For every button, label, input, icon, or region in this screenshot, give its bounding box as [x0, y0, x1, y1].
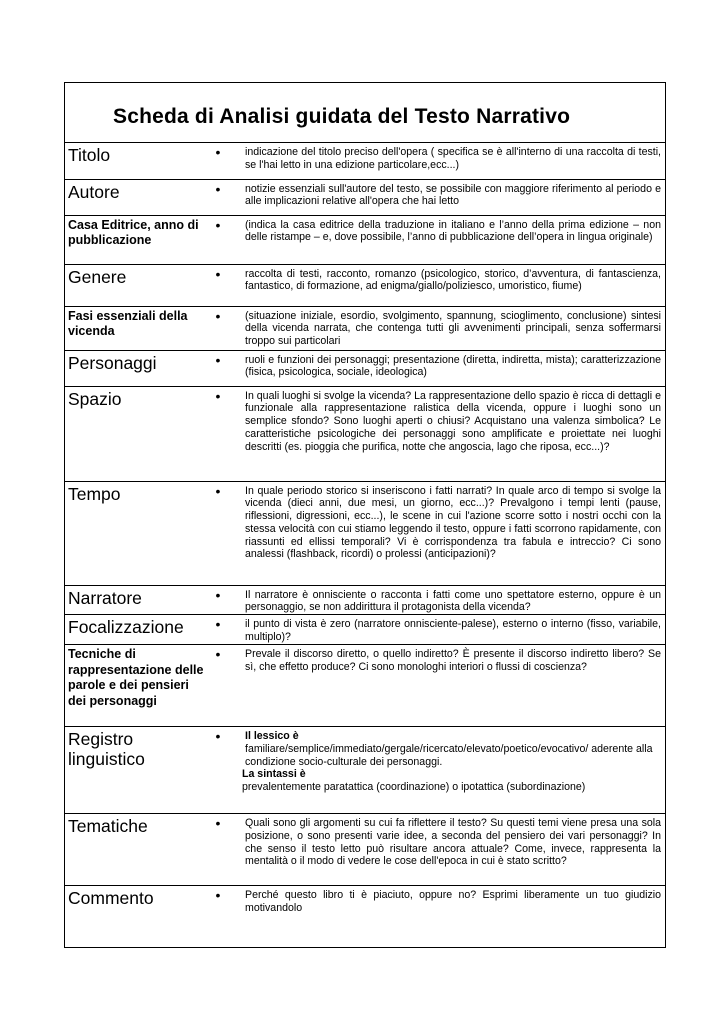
row-description: Perché questo libro ti è piaciuto, oppure no? Esprimi liberamente un tuo giudizio motivandolo	[228, 886, 665, 918]
bullet: •	[208, 179, 228, 215]
bullet: •	[208, 350, 228, 386]
row-label: Commento	[65, 886, 208, 918]
bullet: •	[208, 215, 228, 264]
table-row	[65, 727, 665, 814]
table-row	[65, 179, 665, 215]
row-label: Tematiche	[65, 814, 208, 886]
row-description: ruoli e funzioni dei personaggi; presentazione (diretta, indiretta, mista); caratterizzazione (fisica, psicologica, sociale, ideologica)	[228, 350, 665, 386]
row-description: (indica la casa editrice della traduzione in italiano e l’anno della prima edizione – non delle ristampe – e, dove possibile, l’anno di pubblicazione dell’opera in lingua originale)	[228, 215, 665, 264]
bullet: •	[215, 144, 221, 160]
row-description: Prevale il discorso diretto, o quello indiretto? È presente il discorso indiretto libero? Se sì, che effetto produce? Ci sono monologhi interiori o flussi di coscienza?	[228, 645, 665, 727]
row-description: Il narratore è onnisciente o racconta i fatti come uno spettatore esterno, oppure è un personaggio, se non addirittura il protagonista della vicenda?	[228, 585, 665, 615]
bullet: •	[208, 645, 228, 727]
table-row	[65, 645, 665, 727]
sheet-title: Scheda di Analisi guidata del Testo Narrativo	[65, 83, 665, 143]
sintassi-heading: La sintassi è	[242, 768, 306, 781]
table-row	[65, 886, 665, 918]
row-description: Quali sono gli argomenti su cui fa riflettere il testo? Su questi temi viene presa una sola posizione, o sono presenti varie idee, a seconda del pensiero dei vari personaggi? In che senso il testo letto può risultare ancora attuale? Come, invece, rappresenta la mentalità o il modo di vedere le cose dell'epoca in cui è stato scritto?	[228, 814, 665, 886]
row-description: notizie essenziali sull'autore del testo, se possibile con maggiore riferimento al periodo e alle implicazioni relative all'opera che hai letto	[228, 179, 665, 215]
lessico-text: familiare/semplice/immediato/gergale/ricercato/elevato/poetico/evocativo/ aderente alla condizione socio-culturale dei personaggi.	[245, 742, 653, 768]
table-row	[65, 814, 665, 886]
row-description: indicazione del titolo preciso dell'opera ( specifica se è all'interno di una raccolta di testi, se l'hai letto in una edizione particolare,ecc...)	[245, 146, 661, 171]
bullet: •	[208, 814, 228, 886]
row-label: Narratore	[65, 585, 208, 615]
bullet: •	[208, 615, 228, 645]
table-row	[65, 306, 665, 350]
row-description	[228, 727, 665, 814]
bullet: •	[208, 481, 228, 585]
table-row	[65, 350, 665, 386]
bullet: •	[208, 306, 228, 350]
row-label: Spazio	[65, 386, 208, 481]
table-row	[65, 386, 665, 481]
bullet: •	[208, 727, 228, 814]
row-description: In quali luoghi si svolge la vicenda? La rappresentazione dello spazio è ricca di dettagli e funzionale alla rappresentazione ralistica della vicenda, oppure i luoghi sono un semplice sfondo? Sono luoghi aperti o chiusi? Acquistano una valenza simbolica? Le caratteristiche psicologiche dei personaggi sono amplificate e proiettate nei luoghi descritti (es. pioggia che purifica, notte che angoscia, lago che riposa, ecc...)?	[228, 386, 665, 481]
lessico-heading: Il lessico è	[245, 730, 299, 743]
table-row	[65, 143, 665, 179]
row-description: In quale periodo storico si inseriscono i fatti narrati? In quale arco di tempo si svolge la vicenda (dieci anni, due mesi, un giorno, ecc...)? Prevalgono i tempi lenti (pause, riflessioni, digressioni, ecc...), le scene in cui l'azione scorre sotto i nostri occhi con la stessa velocità con cui stiamo leggendo il testo, oppure i fatti scorrono rapidamente, con riassunti ed ellissi temporali? Vi è corrispondenza tra fabula e intreccio? Ci sono analessi (flashback, ricordi) o prolessi (anticipazioni)?	[228, 481, 665, 585]
row-label: Tecniche di rappresentazione delle parole e dei pensieri dei personaggi	[65, 645, 208, 727]
row-label: Tempo	[65, 481, 208, 585]
row-label: Titolo	[68, 145, 111, 165]
row-label: Registro linguistico	[65, 727, 208, 814]
bullet: •	[208, 386, 228, 481]
sintassi-text: prevalentemente paratattica (coordinazione) o ipotattica (subordinazione)	[242, 781, 586, 794]
table-row	[65, 615, 665, 645]
row-description: raccolta di testi, racconto, romanzo (psicologico, storico, d’avventura, di fantascienza, fantastico, di formazione, ad enigma/giallo/poliziesco, umoristico, fiume)	[228, 264, 665, 306]
table-row	[65, 264, 665, 306]
bullet: •	[208, 585, 228, 615]
table-row	[65, 585, 665, 615]
row-label: Personaggi	[65, 350, 208, 386]
row-label: Fasi essenziali della vicenda	[65, 306, 208, 350]
bullet: •	[208, 886, 228, 918]
table-row	[65, 481, 665, 585]
row-description: (situazione iniziale, esordio, svolgimento, spannung, scioglimento, conclusione) sintesi della vicenda narrata, che contenga tutti gli avvenimenti principali, senza soffermarsi troppo sui particolari	[228, 306, 665, 350]
row-label: Casa Editrice, anno di pubblicazione	[65, 215, 208, 264]
analysis-sheet	[64, 82, 666, 948]
analysis-table	[65, 143, 665, 918]
bullet: •	[208, 264, 228, 306]
row-description: il punto di vista è zero (narratore onnisciente-palese), esterno o interno (fisso, variabile, multiplo)?	[228, 615, 665, 645]
row-label: Autore	[65, 179, 208, 215]
table-row	[65, 215, 665, 264]
row-label: Genere	[65, 264, 208, 306]
row-label: Focalizzazione	[65, 615, 208, 645]
